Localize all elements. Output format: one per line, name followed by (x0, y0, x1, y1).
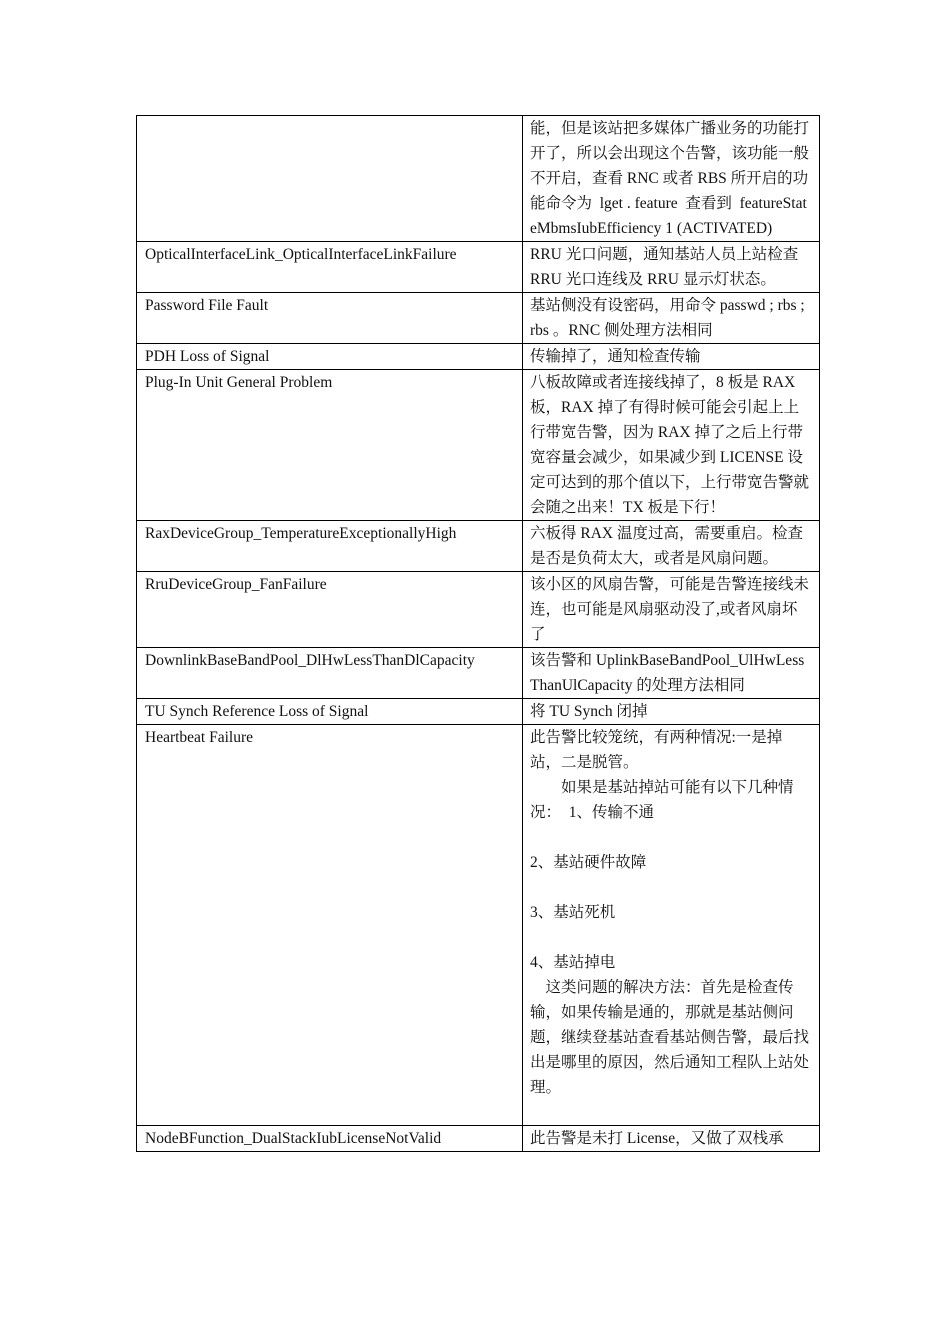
description-paragraph: 能，但是该站把多媒体广播业务的功能打开了，所以会出现这个告警，该功能一般不开启，查看 RNC 或者 RBS 所开启的功能命令为 lget . feature 查看到 featureStateMbmsIubEfficiency 1 (ACTIVATED) (530, 120, 810, 237)
description-paragraph: 将 TU Synch 闭掉 (530, 703, 648, 720)
alarm-description (523, 370, 820, 521)
table-row (137, 648, 820, 699)
description-paragraph: 2、基站硬件故障 (530, 854, 647, 871)
description-paragraph: 4、基站掉电 (530, 954, 616, 971)
description-paragraph: 3、基站死机 (530, 904, 616, 921)
table-row (137, 725, 820, 1126)
alarm-description (523, 344, 820, 370)
alarm-description (523, 293, 820, 344)
description-paragraph: 此告警是未打 License，又做了双栈承 (530, 1130, 784, 1147)
description-paragraph (530, 825, 812, 850)
alarm-table (136, 115, 820, 1152)
table-row (137, 521, 820, 572)
alarm-name: PDH Loss of Signal (137, 344, 523, 370)
alarm-description (523, 521, 820, 572)
alarm-name: Plug-In Unit General Problem (137, 370, 523, 521)
table-row (137, 572, 820, 648)
description-paragraph: 如果是基站掉站可能有以下几种情况： 1、传输不通 (530, 779, 794, 821)
table-row (137, 344, 820, 370)
alarm-name (137, 116, 523, 242)
alarm-name: RruDeviceGroup_FanFailure (137, 572, 523, 648)
description-paragraph (530, 875, 812, 900)
alarm-description (523, 116, 820, 242)
table-row (137, 699, 820, 725)
alarm-description (523, 699, 820, 725)
alarm-description (523, 648, 820, 699)
alarm-name: Password File Fault (137, 293, 523, 344)
alarm-name: NodeBFunction_DualStackIubLicenseNotValid (137, 1126, 523, 1152)
description-paragraph: 该告警和 UplinkBaseBandPool_UlHwLessThanUlCapacity 的处理方法相同 (530, 652, 805, 694)
table-row (137, 370, 820, 521)
table-row (137, 1126, 820, 1152)
description-paragraph: 六板得 RAX 温度过高，需要重启。检查是否是负荷太大，或者是风扇问题。 (530, 525, 803, 567)
description-paragraph (530, 1100, 812, 1125)
description-paragraph: 此告警比较笼统，有两种情况:一是掉站，二是脱管。 (530, 729, 783, 771)
alarm-description (523, 242, 820, 293)
alarm-name: Heartbeat Failure (137, 725, 523, 1126)
alarm-name: TU Synch Reference Loss of Signal (137, 699, 523, 725)
description-paragraph: 该小区的风扇告警，可能是告警连接线未连，也可能是风扇驱动没了,或者风扇坏了 (530, 576, 810, 643)
table-row (137, 116, 820, 242)
alarm-description (523, 725, 820, 1126)
description-paragraph: 基站侧没有设密码，用命令 passwd ; rbs ; rbs 。RNC 侧处理方法相同 (530, 297, 809, 339)
alarm-description (523, 572, 820, 648)
table-row (137, 293, 820, 344)
description-paragraph: 传输掉了，通知检查传输 (530, 348, 701, 365)
description-paragraph: RRU 光口问题，通知基站人员上站检查 RRU 光口连线及 RRU 显示灯状态。 (530, 246, 803, 288)
description-paragraph: 八板故障或者连接线掉了，8 板是 RAX 板，RAX 掉了有得时候可能会引起上上行带宽告警，因为 RAX 掉了之后上行带宽容量会减少，如果减少到 LICENSE 设定可达到的那个值以下，上行带宽告警就会随之出来！TX 板是下行！ (530, 374, 810, 516)
table-row (137, 242, 820, 293)
alarm-name: RaxDeviceGroup_TemperatureExceptionallyHigh (137, 521, 523, 572)
description-paragraph: 这类问题的解决方法：首先是检查传输，如果传输是通的，那就是基站侧问题，继续登基站查看基站侧告警，最后找出是哪里的原因，然后通知工程队上站处理。 (530, 979, 810, 1096)
alarm-name: OpticalInterfaceLink_OpticalInterfaceLinkFailure (137, 242, 523, 293)
description-paragraph (530, 925, 812, 950)
alarm-name: DownlinkBaseBandPool_DlHwLessThanDlCapacity (137, 648, 523, 699)
alarm-description (523, 1126, 820, 1152)
